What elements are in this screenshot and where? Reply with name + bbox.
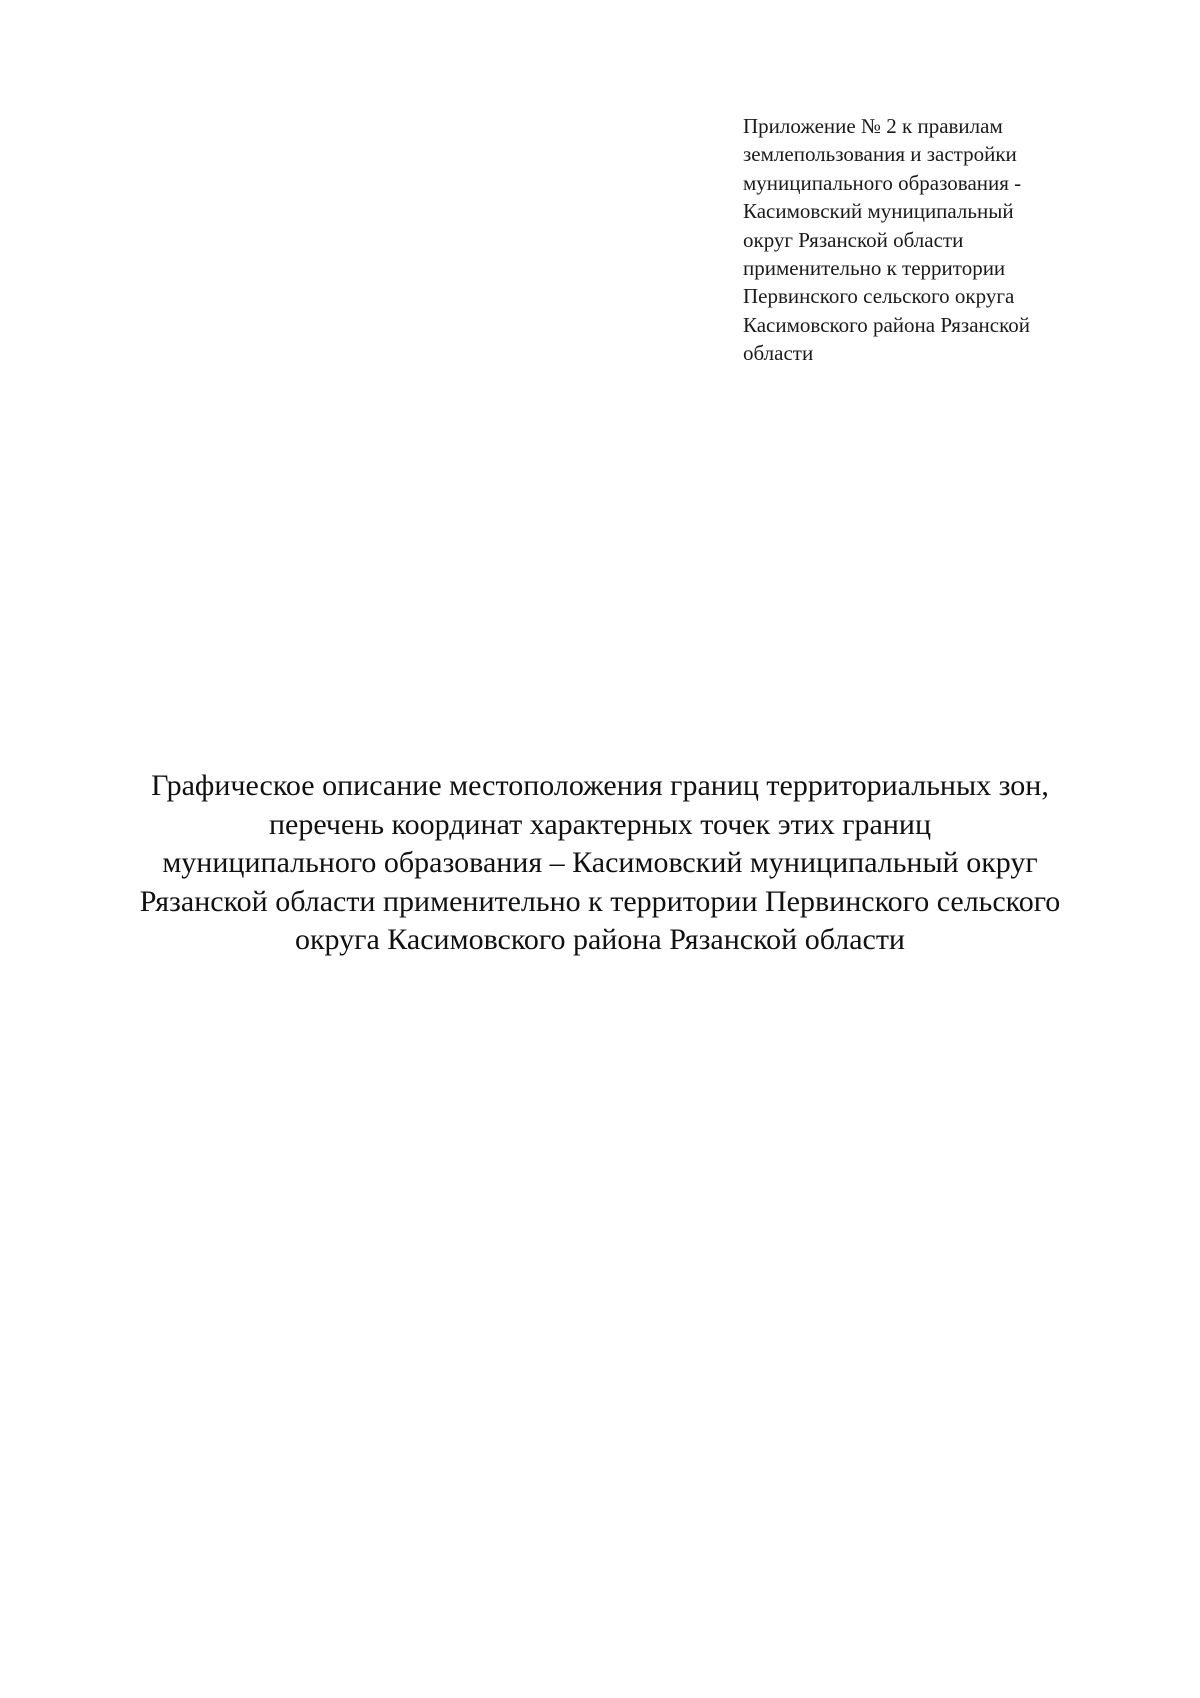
document-title-line: Графическое описание местоположения границ территориальных зон, xyxy=(151,769,1049,802)
appendix-note-line: применительно к территории xyxy=(743,256,1006,281)
appendix-note xyxy=(743,112,1143,368)
appendix-note-line: области xyxy=(743,341,814,366)
appendix-note-line: Касимовский муниципальный xyxy=(743,199,1014,224)
appendix-note-line: муниципального образования - xyxy=(743,170,1022,195)
appendix-note-line: Касимовского района Рязанской xyxy=(743,312,1030,337)
appendix-note-line: Первинского сельского округа xyxy=(743,284,1015,309)
document-title-line: Рязанской области применительно к территории Первинского сельского xyxy=(139,884,1061,918)
document-title-line: округа Касимовского района Рязанской области xyxy=(294,923,905,956)
document-title-line: муниципального образования – Касимовский муниципальный округ xyxy=(162,846,1038,879)
appendix-note-line: округ Рязанской области xyxy=(743,227,964,252)
appendix-note-line: землепользования и застройки xyxy=(743,142,1017,167)
document-title xyxy=(0,767,1200,960)
appendix-note-line: Приложение № 2 к правилам xyxy=(743,114,1003,138)
document-title-line: перечень координат характерных точек этих границ xyxy=(268,807,932,841)
